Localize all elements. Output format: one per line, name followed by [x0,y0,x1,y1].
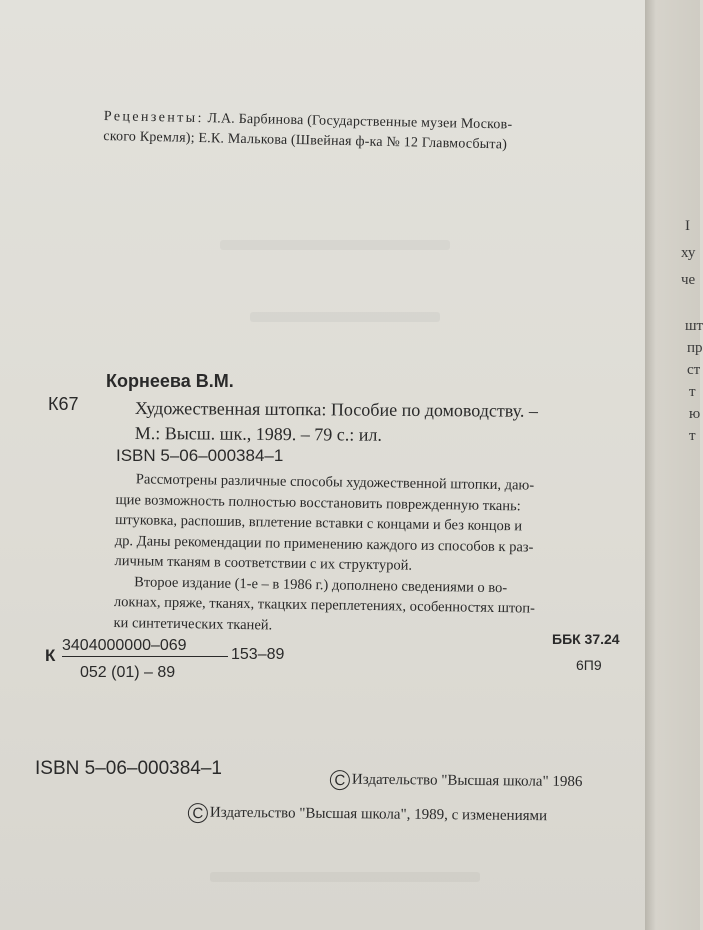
bleed-through-text [220,240,450,250]
copyright-1989 [188,803,547,827]
abstract-line: Второе издание (1-е – в 1986 г.) дополнено сведениями о во- [134,573,508,596]
copyright-1986 [330,770,583,793]
edge-text: I [685,218,690,234]
copyright-icon: C [330,770,350,790]
copyright-icon: C [188,803,208,823]
reviewers-line1: Л.А. Барбинова (Государственные музеи Москов- [203,111,513,133]
edge-text: пр [687,340,703,356]
title-line: Художественная штопка: Пособие по домоводству. – [134,397,538,421]
edge-text: шт [685,318,703,334]
right-page-edge [645,0,703,930]
footer-isbn: ISBN 5–06–000384–1 [35,758,222,779]
reviewers-block [103,107,599,157]
edge-text: т [689,384,696,400]
k-index-numerator: 3404000000–069 [62,637,228,657]
abstract-line: локнах, пряже, тканях, ткацких переплетениях, особенностях штоп- [113,593,536,617]
reviewers-label: Рецензенты: [103,108,205,127]
k-index-denominator: 052 (01) – 89 [80,664,176,681]
title-line: М.: Высш. шк., 1989. – 79 с.: ил. [134,422,382,445]
abstract-line: личным тканям в соответствии с их структурой. [114,552,413,574]
classification-code: К67 [48,394,79,414]
abstract-line: щие возможность полностью восстановить поврежденную ткань: [115,491,521,514]
edge-text: че [681,272,696,288]
abstract-line: ки синтетических тканей. [113,614,273,633]
book-title [135,396,610,449]
book-isbn: ISBN 5–06–000384–1 [116,446,284,465]
reviewers-line2: ского Кремля); Е.К. Малькова (Швейная ф-ка № 12 Главмосбыта) [103,128,508,153]
copyright-1986-text: Издательство "Высшая школа" 1986 [351,771,583,791]
bleed-through-text [210,872,480,882]
abstract-line: Рассмотрены различные способы художественной штопки, даю- [135,471,535,494]
udc-code: 6П9 [576,657,602,673]
edge-text: ху [681,245,696,261]
edge-text: ст [687,362,701,378]
abstract-line: др. Даны рекомендации по применению каждого из способов к раз- [114,532,534,556]
bleed-through-text [250,312,440,322]
abstract [113,469,612,641]
edge-text: ю [689,406,701,422]
k-index-number: 153–89 [231,646,285,663]
abstract-line: штуковка, распошив, вплетение вставки с концами и без концов и [115,511,523,535]
k-index-letter: К [45,646,56,665]
bbk-code: ББК 37.24 [552,631,620,647]
book-author: Корнеева В.М. [106,371,234,391]
edge-text: т [689,428,696,444]
copyright-1989-text: Издательство "Высшая школа", 1989, с изменениями [209,804,548,825]
